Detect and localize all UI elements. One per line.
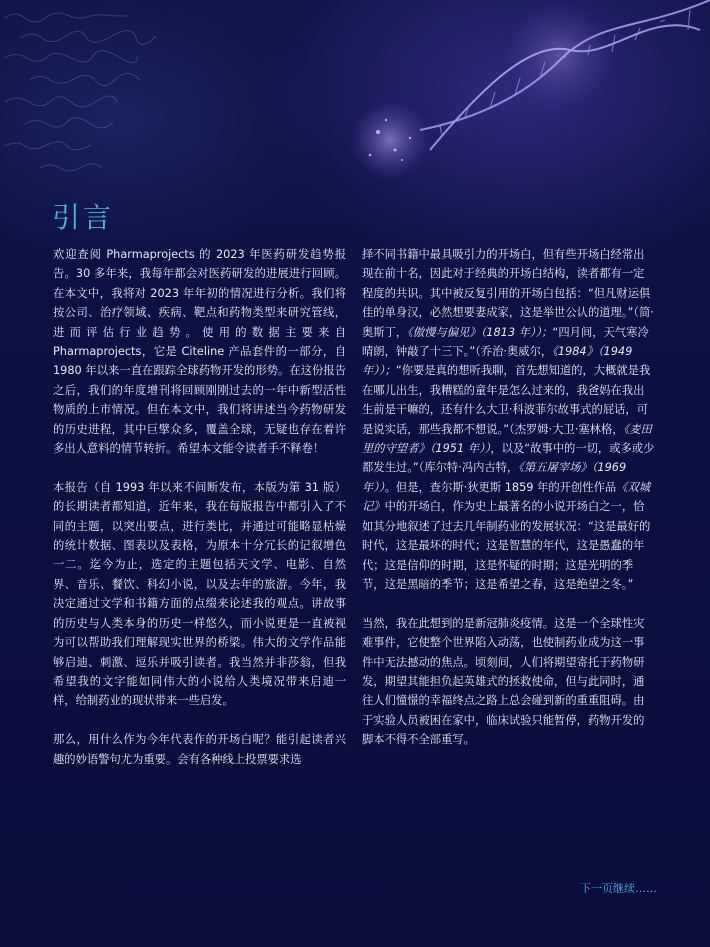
hero-image: [0, 0, 710, 200]
book-tale-two-cities: 《双城记》: [362, 480, 651, 514]
handwriting-texture: [5, 13, 156, 171]
quotes-paragraph: [362, 245, 655, 594]
quote-vonnegut: “故事中的一切，或多或少都发生过。”（库尔特·冯内古特，: [362, 442, 655, 475]
dickens-intro: 。但是，查尔斯·狄更斯 1859 年的开创性作品: [384, 480, 617, 494]
left-column: [53, 245, 346, 769]
page-title: 引言: [52, 201, 115, 234]
themes-paragraph: 本报告（自 1993 年以来不间断发布，本版为第 31 版）的长期读者都知道，近年来，我在每版报告中都引入了不同的主题，以突出要点，进行类比，并通过可能略显枯燥的统计数据、图表以及表格，为原本十分冗长的记叙增色一二。迄今为止，选定的主题包括天文学、电影、自然界、音乐、餐饮、科幻小说，以及去年的旅游。今年，我决定通过文学和书籍方面的点缀来论述我的观点。讲故事的历史与人类本身的历史一样悠久，而小说更是一直被视为可以帮助我们理解现实世界的桥梁。伟大的文学作品能够启迪、刺激、逗乐并吸引读者。我当然并非莎翁，但我希望我的文字能如同伟大的小说给人类境况带来启迪一样，给制药业的现状带来一些启发。: [53, 480, 346, 708]
dickens-quote: 中的开场白，作为史上最著名的小说开场白之一，恰如其分地叙述了过去几年制药业的发展状况：“这是最好的时代，这是最坏的时代；这是智慧的年代，这是愚蠢的年代；这是信仰的时期，这是怀疑的时期；这是光明的季节，这是黑暗的季节；这是希望之春，这是绝望之冬。”: [362, 500, 651, 591]
quote-salinger: “你要是真的想听我聊，首先想知道的，大概就是我在哪儿出生，我糟糕的童年是怎么过来的，我爸妈在我出生前是干嘛的，还有什么大卫·科波菲尔故事式的屁话，可是说实话，那些我都不想说。”（杰罗姆·大卫·塞林格，: [362, 364, 651, 436]
quotes-intro: 择不同书籍中最具吸引力的开场白，但有些开场白经常出现在前十名，因此对于经典的开场白结构，读者都有一定程度的共识。其中被反复引用的开场白包括：: [362, 248, 645, 300]
opening-line-paragraph: 那么，用什么作为今年代表作的开场白呢？能引起读者兴趣的妙语警句尤为重要。会有各种线上投票要求选: [53, 733, 346, 766]
quote-orwell: “四月间，天气寒冷晴朗，钟敲了十三下。”（乔治·奥威尔，: [362, 325, 649, 359]
quote-austen: “但凡财运俱佳的单身汉，必然想要妻成家，这是举世公认的道理。”（简·奥斯丁，: [362, 286, 654, 339]
book-slaughterhouse-five: 《第五屠宰场》（1969 年））: [362, 461, 627, 494]
intro-paragraph: 欢迎查阅 Pharmaprojects 的 2023 年医药研发趋势报告。30 多年来，我每年都会对医药研发的进展进行回顾。在本文中，我将对 2023 年年初的情况进行分析。我们将按公司、治疗领域、疾病、靶点和药物类型来研究管线，进而评估行业趋势。使用的数据主要来自 Pharmaprojects，它是 Citeline 产品套件的一部分，自 1980 年以来一直在跟踪全球药物开发的形势。在这份报告之后，我们的年度增刊将回顾刚刚过去的一年中新型活性物质的上市情况。但在本文中，我们将讲述当今药物研发的历史进程，其中巨擘众多，覆盖全球，无疑也存在着许多出人意料的情节转折。希望本文能令读者手不释卷！: [53, 248, 346, 456]
book-catcher-rye: 《麦田里的守望者》（1951 年））: [362, 422, 652, 456]
right-column: [362, 245, 655, 750]
book-pride-prejudice: 《傲慢与偏见》（1813 年））；: [407, 325, 553, 339]
covid-paragraph: 当然，我在此想到的是新冠肺炎疫情。这是一个全球性灾难事件，它使整个世界陷入动荡，也使制药业成为这一事件中无法撼动的焦点。顷刻间，人们将期望寄托于药物研发，期望其能担负起英雄式的拯救使命，但与此同时，通往人们憧憬的幸福终点之路上总会碰到新的重重阻碍。由于实验人员被困在家中，临床试验只能暂停，药物开发的脚本不得不全部重写。: [362, 616, 645, 747]
book-1984: 《1984》（1949 年））；: [362, 345, 633, 378]
continue-next-page-link[interactable]: 下一页继续……: [580, 882, 657, 895]
quote-connector: ，以及: [490, 442, 525, 456]
